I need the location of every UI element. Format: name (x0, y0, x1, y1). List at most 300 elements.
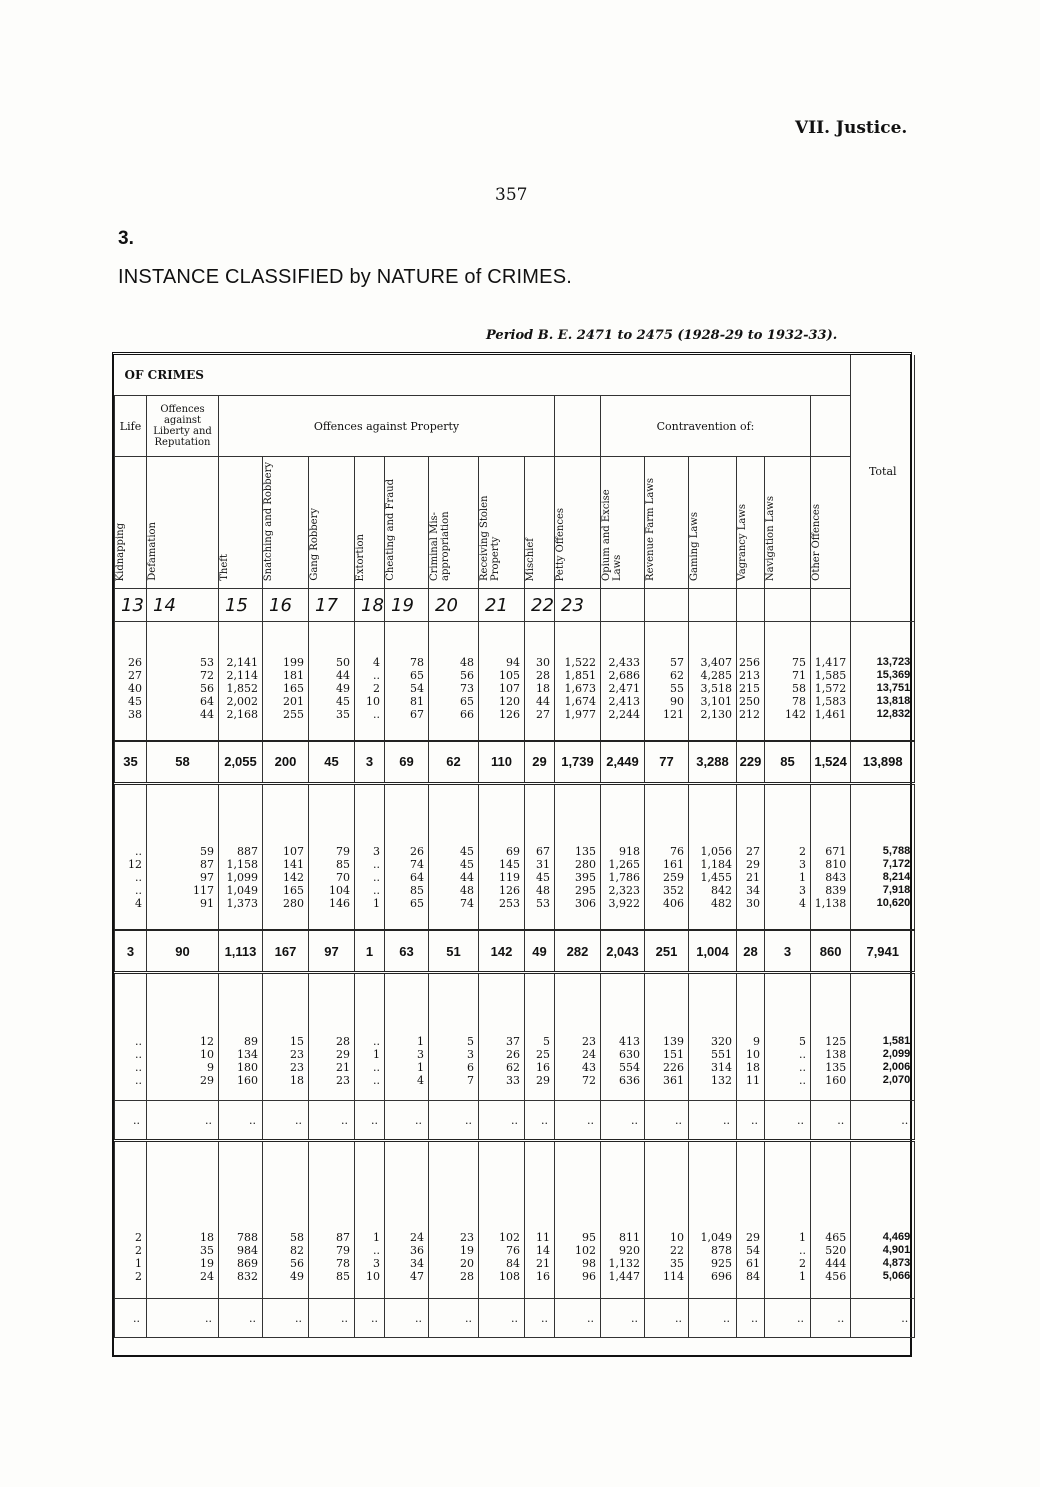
table-cell: .. (765, 1074, 811, 1087)
table-cell: 3 (765, 858, 811, 871)
table-cell: 75 (765, 656, 811, 669)
table-cell: 59 (147, 845, 219, 858)
handwritten-col-number (811, 589, 851, 622)
average-cell: 97 (309, 930, 355, 973)
table-cell: 23 (309, 1074, 355, 1087)
table-cell: 53 (525, 897, 555, 910)
table-cell: 918 (601, 845, 645, 858)
table-cell: 13,751 (851, 682, 915, 695)
handwritten-col-number (765, 589, 811, 622)
average-cell: 13,898 (851, 741, 915, 784)
table-cell: 84 (737, 1270, 765, 1283)
table-cell: 70 (309, 871, 355, 884)
table-cell: 27 (737, 845, 765, 858)
table-cell: 71 (765, 669, 811, 682)
table-cell: 181 (263, 669, 309, 682)
table-cell: 53 (147, 656, 219, 669)
table-cell: 201 (263, 695, 309, 708)
table-cell: 26 (479, 1048, 525, 1061)
column-header-label: Opium and Excise Laws (601, 489, 623, 581)
table-cell: 65 (385, 669, 429, 682)
table-cell: 456 (811, 1270, 851, 1283)
table-cell: 280 (263, 897, 309, 910)
placeholder-cell: .. (479, 1299, 525, 1338)
table-cell: .. (355, 1035, 385, 1048)
table-cell: 482 (689, 897, 737, 910)
table-cell: 295 (555, 884, 601, 897)
table-cell: 145 (479, 858, 525, 871)
table-cell: 49 (263, 1270, 309, 1283)
placeholder-row (115, 1299, 915, 1338)
table-row (115, 708, 915, 721)
table-cell: 8,214 (851, 871, 915, 884)
table-cell: 21 (525, 1257, 555, 1270)
table-cell: 18 (147, 1231, 219, 1244)
table-cell: 253 (479, 897, 525, 910)
table-cell: 23 (429, 1231, 479, 1244)
table-cell: 3 (355, 845, 385, 858)
table-cell: 1,265 (601, 858, 645, 871)
crime-table-frame (112, 352, 912, 1357)
table-cell: 4 (115, 897, 147, 910)
table-cell: 25 (525, 1048, 555, 1061)
table-cell: 142 (263, 871, 309, 884)
table-cell: 2 (355, 682, 385, 695)
table-cell: 24 (385, 1231, 429, 1244)
table-cell: 12,832 (851, 708, 915, 721)
average-cell: 90 (147, 930, 219, 973)
table-cell: 31 (525, 858, 555, 871)
column-header-label: Navigation Laws (765, 495, 776, 581)
table-cell: 352 (645, 884, 689, 897)
table-cell: 139 (645, 1035, 689, 1048)
table-cell: 4 (385, 1074, 429, 1087)
table-cell: 62 (479, 1061, 525, 1074)
placeholder-cell: .. (309, 1101, 355, 1141)
table-cell: .. (355, 669, 385, 682)
placeholder-cell: .. (219, 1101, 263, 1141)
table-cell: 119 (479, 871, 525, 884)
table-cell: 132 (689, 1074, 737, 1087)
average-cell: 3 (115, 930, 147, 973)
average-cell: 51 (429, 930, 479, 973)
table-cell: .. (765, 1048, 811, 1061)
table-cell: 5 (525, 1035, 555, 1048)
table-cell: 58 (765, 682, 811, 695)
column-header-label: Defamation (147, 522, 158, 581)
table-cell: 56 (147, 682, 219, 695)
table-row (115, 884, 915, 897)
table-cell: 1 (765, 1231, 811, 1244)
table-cell: 215 (737, 682, 765, 695)
table-cell: 2,433 (601, 656, 645, 669)
table-cell: 2,070 (851, 1074, 915, 1087)
table-cell: 28 (429, 1270, 479, 1283)
table-cell: 45 (309, 695, 355, 708)
table-cell: 141 (263, 858, 309, 871)
handwritten-col-number: 20 (429, 589, 479, 622)
table-cell: 1,417 (811, 656, 851, 669)
average-cell: 28 (737, 930, 765, 973)
table-cell: 1 (765, 871, 811, 884)
table-cell: 320 (689, 1035, 737, 1048)
table-cell: 2,413 (601, 695, 645, 708)
table-cell: 2,114 (219, 669, 263, 682)
column-header-label: Vagrancy Laws (737, 504, 748, 581)
table-cell: 11 (525, 1231, 555, 1244)
group-life: Life (115, 396, 147, 457)
table-cell: 3 (429, 1048, 479, 1061)
table-cell: 54 (385, 682, 429, 695)
placeholder-cell: .. (355, 1299, 385, 1338)
table-cell: 7,918 (851, 884, 915, 897)
table-cell: 87 (147, 858, 219, 871)
table-row (115, 871, 915, 884)
placeholder-cell: .. (689, 1299, 737, 1338)
table-cell: 843 (811, 871, 851, 884)
table-cell: 67 (525, 845, 555, 858)
table-cell: 24 (147, 1270, 219, 1283)
placeholder-row (115, 1101, 915, 1141)
column-header (737, 457, 765, 589)
placeholder-cell: .. (811, 1299, 851, 1338)
average-cell: 35 (115, 741, 147, 784)
table-cell: 10 (147, 1048, 219, 1061)
table-cell: 94 (479, 656, 525, 669)
table-cell: 107 (479, 682, 525, 695)
table-cell: 96 (555, 1270, 601, 1283)
table-cell: 165 (263, 884, 309, 897)
table-cell: 24 (555, 1048, 601, 1061)
table-cell: 13,723 (851, 656, 915, 669)
average-cell: 69 (385, 741, 429, 784)
handwritten-col-number: 13 (115, 589, 147, 622)
table-cell: 85 (309, 1270, 355, 1283)
table-row (115, 845, 915, 858)
placeholder-cell: .. (525, 1299, 555, 1338)
table-cell: 465 (811, 1231, 851, 1244)
average-cell: 1,113 (219, 930, 263, 973)
column-header (689, 457, 737, 589)
table-cell: 23 (263, 1061, 309, 1074)
table-cell: 54 (737, 1244, 765, 1257)
table-cell: 4,469 (851, 1231, 915, 1244)
column-header-label: Petty Offences (555, 507, 566, 581)
table-cell: 15,369 (851, 669, 915, 682)
column-header (147, 457, 219, 589)
table-cell: 1,851 (555, 669, 601, 682)
table-row (115, 1231, 915, 1244)
table-cell: 630 (601, 1048, 645, 1061)
column-header (219, 457, 263, 589)
column-header-label: Receiving Stolen Property (479, 495, 501, 581)
table-cell: .. (355, 1244, 385, 1257)
table-row (115, 669, 915, 682)
table-cell: 14 (525, 1244, 555, 1257)
table-cell: 2,006 (851, 1061, 915, 1074)
table-cell: 78 (765, 695, 811, 708)
group-blank (555, 396, 601, 457)
table-cell: 44 (429, 871, 479, 884)
table-cell: 4 (355, 656, 385, 669)
table-cell: 45 (429, 858, 479, 871)
table-cell: 29 (309, 1048, 355, 1061)
table-cell: 26 (385, 845, 429, 858)
table-cell: 12 (147, 1035, 219, 1048)
table-cell: 64 (385, 871, 429, 884)
table-cell: .. (355, 1061, 385, 1074)
placeholder-cell: .. (429, 1101, 479, 1141)
placeholder-cell: .. (689, 1101, 737, 1141)
table-cell: 212 (737, 708, 765, 721)
table-cell: 2,244 (601, 708, 645, 721)
placeholder-cell: .. (601, 1101, 645, 1141)
column-header-label: Snatching and Robbery (263, 461, 274, 581)
table-cell: 12 (115, 858, 147, 871)
table-row (115, 1035, 915, 1048)
average-cell: 1,524 (811, 741, 851, 784)
table-cell: 21 (309, 1061, 355, 1074)
table-cell: 10,620 (851, 897, 915, 910)
placeholder-cell: .. (525, 1101, 555, 1141)
group-property: Offences against Property (219, 396, 555, 457)
handwritten-col-number: 15 (219, 589, 263, 622)
table-cell: 1 (765, 1270, 811, 1283)
table-cell: 57 (645, 656, 689, 669)
table-cell: 1,786 (601, 871, 645, 884)
table-body (115, 622, 915, 1338)
placeholder-cell: .. (765, 1299, 811, 1338)
table-cell: 58 (263, 1231, 309, 1244)
table-cell: 107 (263, 845, 309, 858)
handwritten-col-number: 23 (555, 589, 601, 622)
table-cell: 4,285 (689, 669, 737, 682)
average-cell: 860 (811, 930, 851, 973)
placeholder-cell: .. (147, 1101, 219, 1141)
handwritten-col-number: 22 (525, 589, 555, 622)
table-cell: 36 (385, 1244, 429, 1257)
table-row (115, 858, 915, 871)
table-cell: 29 (737, 858, 765, 871)
column-header-label: Criminal Mis-appropriation (429, 511, 451, 581)
placeholder-cell: .. (115, 1101, 147, 1141)
table-cell: 226 (645, 1061, 689, 1074)
column-header (811, 457, 851, 589)
table-cell: 3 (355, 1257, 385, 1270)
table-cell: 1,138 (811, 897, 851, 910)
column-header (555, 457, 601, 589)
table-cell: 35 (147, 1244, 219, 1257)
table-cell: 1,056 (689, 845, 737, 858)
table-cell: 108 (479, 1270, 525, 1283)
table-cell: 832 (219, 1270, 263, 1283)
placeholder-cell: .. (355, 1101, 385, 1141)
table-row (115, 1074, 915, 1087)
table-cell: 520 (811, 1244, 851, 1257)
table-cell: .. (115, 1035, 147, 1048)
table-cell: 2 (115, 1244, 147, 1257)
table-cell: 67 (385, 708, 429, 721)
table-cell: 50 (309, 656, 355, 669)
average-cell: 3,288 (689, 741, 737, 784)
table-cell: 1,049 (689, 1231, 737, 1244)
table-cell: 45 (115, 695, 147, 708)
table-cell: 79 (309, 1244, 355, 1257)
column-header (385, 457, 429, 589)
table-cell: 1,049 (219, 884, 263, 897)
table-cell: 30 (737, 897, 765, 910)
table-cell: 35 (309, 708, 355, 721)
placeholder-cell: .. (811, 1101, 851, 1141)
table-cell: 788 (219, 1231, 263, 1244)
table-cell: 3 (385, 1048, 429, 1061)
table-cell: 2 (765, 1257, 811, 1270)
group-contravention: Contravention of: (601, 396, 811, 457)
table-cell: 160 (219, 1074, 263, 1087)
placeholder-cell: .. (147, 1299, 219, 1338)
table-cell: 65 (385, 897, 429, 910)
table-cell: .. (355, 858, 385, 871)
table-cell: .. (765, 1061, 811, 1074)
table-cell: .. (355, 884, 385, 897)
table-cell: 1 (115, 1257, 147, 1270)
group-blank-2 (811, 396, 851, 457)
column-header-label: Gang Robbery (309, 508, 320, 581)
average-cell: 251 (645, 930, 689, 973)
table-cell: 5 (765, 1035, 811, 1048)
table-caption: OF CRIMES (124, 368, 204, 382)
column-header (355, 457, 385, 589)
placeholder-cell: .. (263, 1299, 309, 1338)
table-cell: .. (355, 1074, 385, 1087)
table-cell: 696 (689, 1270, 737, 1283)
table-cell: 7,172 (851, 858, 915, 871)
spacer-row (115, 721, 915, 741)
table-cell: 61 (737, 1257, 765, 1270)
handwritten-col-number: 16 (263, 589, 309, 622)
table-cell: 2 (765, 845, 811, 858)
average-cell: 45 (309, 741, 355, 784)
table-cell: 38 (115, 708, 147, 721)
table-cell: 34 (385, 1257, 429, 1270)
table-cell: 90 (645, 695, 689, 708)
period-label: Period B. E. 2471 to 2475 (1928-29 to 1932-33). (486, 328, 838, 343)
table-cell: 250 (737, 695, 765, 708)
table-cell: .. (115, 1061, 147, 1074)
document-title: INSTANCE CLASSIFIED by NATURE of CRIMES. (118, 266, 573, 288)
table-cell: 11 (737, 1074, 765, 1087)
average-cell: 58 (147, 741, 219, 784)
table-cell: 1,583 (811, 695, 851, 708)
table-cell: 1,132 (601, 1257, 645, 1270)
table-cell: 72 (147, 669, 219, 682)
table-cell: 56 (263, 1257, 309, 1270)
table-cell: 1 (355, 897, 385, 910)
table-cell: 1,099 (219, 871, 263, 884)
table-cell: 1,455 (689, 871, 737, 884)
average-cell: 110 (479, 741, 525, 784)
table-cell: .. (115, 884, 147, 897)
table-cell: 55 (645, 682, 689, 695)
table-cell: 37 (479, 1035, 525, 1048)
table-cell: 82 (263, 1244, 309, 1257)
column-header-label: Cheating and Fraud (385, 479, 396, 581)
average-cell: 200 (263, 741, 309, 784)
table-cell: 102 (555, 1244, 601, 1257)
average-cell: 29 (525, 741, 555, 784)
table-cell: 26 (115, 656, 147, 669)
table-cell: 1,373 (219, 897, 263, 910)
table-cell: 29 (525, 1074, 555, 1087)
table-cell: 74 (429, 897, 479, 910)
table-cell: 2 (115, 1231, 147, 1244)
table-cell: 69 (479, 845, 525, 858)
table-cell: 314 (689, 1061, 737, 1074)
table-cell: 30 (525, 656, 555, 669)
table-cell: 28 (309, 1035, 355, 1048)
placeholder-cell: .. (309, 1299, 355, 1338)
table-cell: 62 (645, 669, 689, 682)
table-cell: 40 (115, 682, 147, 695)
table-cell: 78 (385, 656, 429, 669)
table-cell: 984 (219, 1244, 263, 1257)
placeholder-cell: .. (385, 1101, 429, 1141)
table-cell: 151 (645, 1048, 689, 1061)
table-cell: 9 (737, 1035, 765, 1048)
table-cell: 13,818 (851, 695, 915, 708)
crime-table (114, 355, 915, 1338)
handwritten-col-number: 21 (479, 589, 525, 622)
table-cell: 64 (147, 695, 219, 708)
average-cell: 142 (479, 930, 525, 973)
table-cell: 98 (555, 1257, 601, 1270)
table-cell: 33 (479, 1074, 525, 1087)
average-row (115, 741, 915, 784)
table-cell: 28 (525, 669, 555, 682)
handwritten-col-number: 19 (385, 589, 429, 622)
table-cell: 102 (479, 1231, 525, 1244)
table-cell: 56 (429, 669, 479, 682)
table-cell: 878 (689, 1244, 737, 1257)
table-cell: 810 (811, 858, 851, 871)
table-cell: 3,922 (601, 897, 645, 910)
table-cell: 76 (645, 845, 689, 858)
total-header: Total (851, 355, 915, 589)
placeholder-cell: .. (429, 1299, 479, 1338)
average-cell: 229 (737, 741, 765, 784)
column-header-label: Theft (219, 554, 230, 581)
table-cell: 1 (385, 1061, 429, 1074)
handwritten-col-number: 14 (147, 589, 219, 622)
column-header (115, 457, 147, 589)
placeholder-cell: .. (737, 1101, 765, 1141)
average-row (115, 930, 915, 973)
table-cell: .. (355, 871, 385, 884)
table-cell: 91 (147, 897, 219, 910)
placeholder-cell: .. (115, 1299, 147, 1338)
table-cell: 146 (309, 897, 355, 910)
table-cell: 79 (309, 845, 355, 858)
table-cell: 7 (429, 1074, 479, 1087)
table-cell: 165 (263, 682, 309, 695)
table-cell: 887 (219, 845, 263, 858)
table-cell: 554 (601, 1061, 645, 1074)
handwritten-col-number (601, 589, 645, 622)
placeholder-cell: .. (219, 1299, 263, 1338)
table-cell: 4 (765, 897, 811, 910)
placeholder-cell: .. (645, 1299, 689, 1338)
table-cell: 15 (263, 1035, 309, 1048)
